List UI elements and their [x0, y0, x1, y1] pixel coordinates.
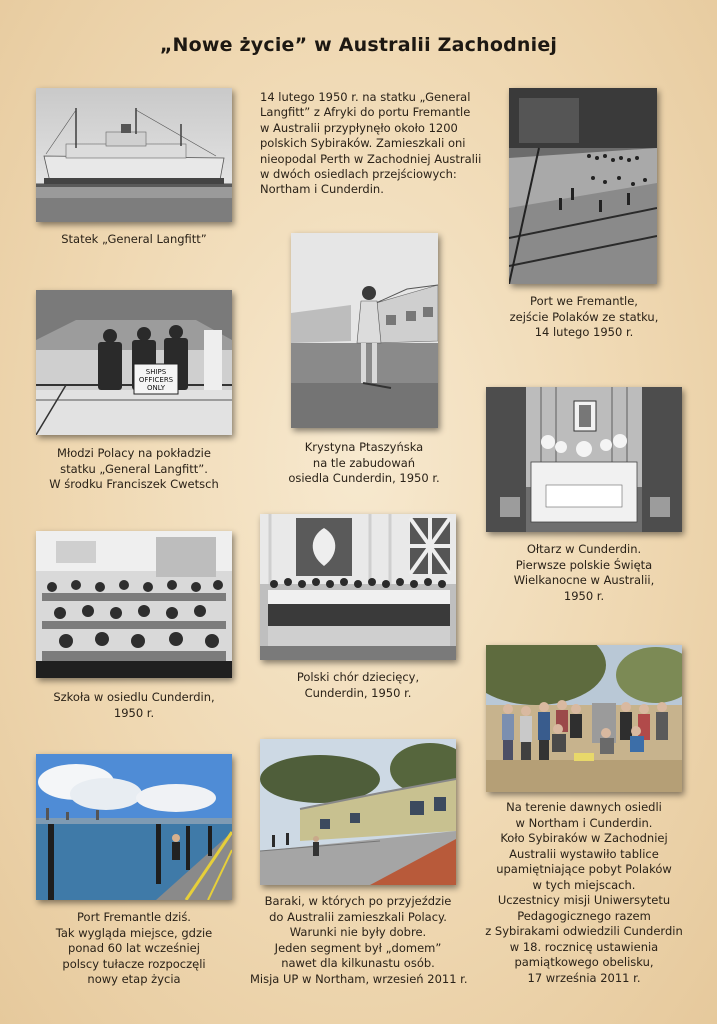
intro-line: w Australii przypłynęło około 1200 — [260, 120, 458, 135]
caption-line: Na terenie dawnych osiedli — [506, 800, 662, 814]
caption-line: Jeden segment był „domem” — [274, 940, 442, 955]
caption-line: Polski chór dziecięcy, — [296, 670, 420, 684]
caption-line: upamiętniające pobyt Polaków — [496, 862, 672, 876]
caption-line: polscy tułacze rozpoczęli — [62, 956, 206, 971]
caption-line: Krystyna Ptaszyńska — [304, 440, 424, 454]
caption-line: Cunderdin, 1950 r. — [304, 685, 412, 700]
caption-line: Baraki, w których po przyjeździe — [264, 894, 452, 908]
caption-line: statku „General Langfitt”. — [60, 461, 208, 476]
caption-line: Port we Fremantle, — [530, 294, 638, 308]
photo-choir — [260, 514, 456, 660]
caption-port-today — [26, 910, 242, 988]
caption-line: Australii wystawiło tablice — [509, 846, 659, 861]
intro-line: 14 lutego 1950 r. na statku „General — [260, 90, 471, 104]
intro-line: nieopodal Perth w Zachodniej Australii — [260, 151, 482, 166]
photo-barracks — [260, 739, 456, 885]
caption-line: 1950 r. — [113, 705, 155, 720]
sign-line: ONLY — [147, 384, 165, 392]
caption-ship — [36, 232, 232, 248]
photo-group — [486, 645, 682, 792]
caption-krystyna — [266, 440, 462, 487]
caption-line: nowy etap życia — [87, 972, 181, 986]
caption-line: Uczestnicy misji Uniwersytetu — [497, 893, 671, 907]
caption-line: Statek „General Langfitt” — [61, 232, 207, 246]
caption-line: zejście Polaków ze statku, — [509, 309, 659, 324]
intro-line: Northam i Cunderdin. — [260, 182, 384, 197]
photo-port-today — [36, 754, 232, 900]
caption-line: na tle zabudowań — [312, 455, 416, 470]
caption-line: pamiątkowego obelisku, — [514, 955, 654, 969]
caption-line: Port Fremantle dziś. — [77, 910, 191, 924]
caption-line: Młodzi Polacy na pokładzie — [57, 446, 211, 460]
caption-line: Koło Sybiraków w Zachodniej — [500, 831, 668, 845]
caption-line: do Australii zamieszkali Polacy. — [269, 909, 447, 924]
page-title: „Nowe życie” w Australii Zachodniej — [159, 34, 558, 56]
intro-text — [260, 90, 482, 198]
caption-line: nawet dla kilkunastu osób. — [281, 956, 435, 970]
caption-line: osiedla Cunderdin, 1950 r. — [288, 471, 440, 485]
sign-line: SHIPS — [145, 368, 167, 376]
photo-school — [36, 531, 232, 678]
caption-line: Misja UP w Northam, wrzesień 2011 r. — [250, 971, 468, 986]
photo-altar — [486, 387, 682, 532]
caption-group — [476, 800, 692, 986]
sign-line: OFFICERS — [138, 376, 174, 384]
caption-line: Wielkanocne w Australii, — [513, 573, 655, 587]
photo-deck — [36, 290, 232, 435]
caption-line: w 18. rocznicę ustawienia — [509, 939, 659, 954]
caption-line: w Northam i Cunderdin. — [515, 815, 653, 830]
caption-line: Szkoła w osiedlu Cunderdin, — [53, 690, 215, 704]
caption-choir — [260, 670, 456, 701]
caption-line: Pedagogicznego razem — [517, 908, 651, 923]
intro-line: w dwóch osiedlach przejściowych: — [260, 167, 457, 182]
caption-altar — [486, 542, 682, 604]
caption-line: 14 lutego 1950 r. — [534, 325, 634, 339]
caption-line: ponad 60 lat wcześniej — [68, 941, 200, 955]
caption-deck — [36, 446, 232, 493]
caption-line: Warunki nie były dobre. — [289, 925, 427, 939]
caption-line: 17 września 2011 r. — [527, 970, 641, 985]
caption-school — [36, 690, 232, 721]
photo-krystyna — [291, 233, 438, 428]
caption-line: Ołtarz w Cunderdin. — [526, 542, 642, 556]
intro-line: polskich Sybiraków. Zamieszkali oni — [260, 136, 466, 151]
caption-line: Pierwsze polskie Święta — [515, 557, 653, 572]
photo-port-1950 — [509, 88, 657, 284]
intro-line: Langfitt” z Afryki do portu Fremantle — [260, 105, 471, 120]
caption-line: W środku Franciszek Cwetsch — [49, 477, 219, 491]
caption-barracks — [250, 894, 466, 987]
caption-line: z Sybirakami odwiedzili Cunderdin — [485, 924, 683, 938]
caption-line: w tych miejscach. — [532, 877, 636, 892]
caption-line: Tak wygląda miejsce, gdzie — [55, 925, 213, 940]
photo-ship — [36, 88, 232, 222]
caption-line: 1950 r. — [563, 588, 605, 603]
caption-port-1950 — [486, 294, 682, 341]
